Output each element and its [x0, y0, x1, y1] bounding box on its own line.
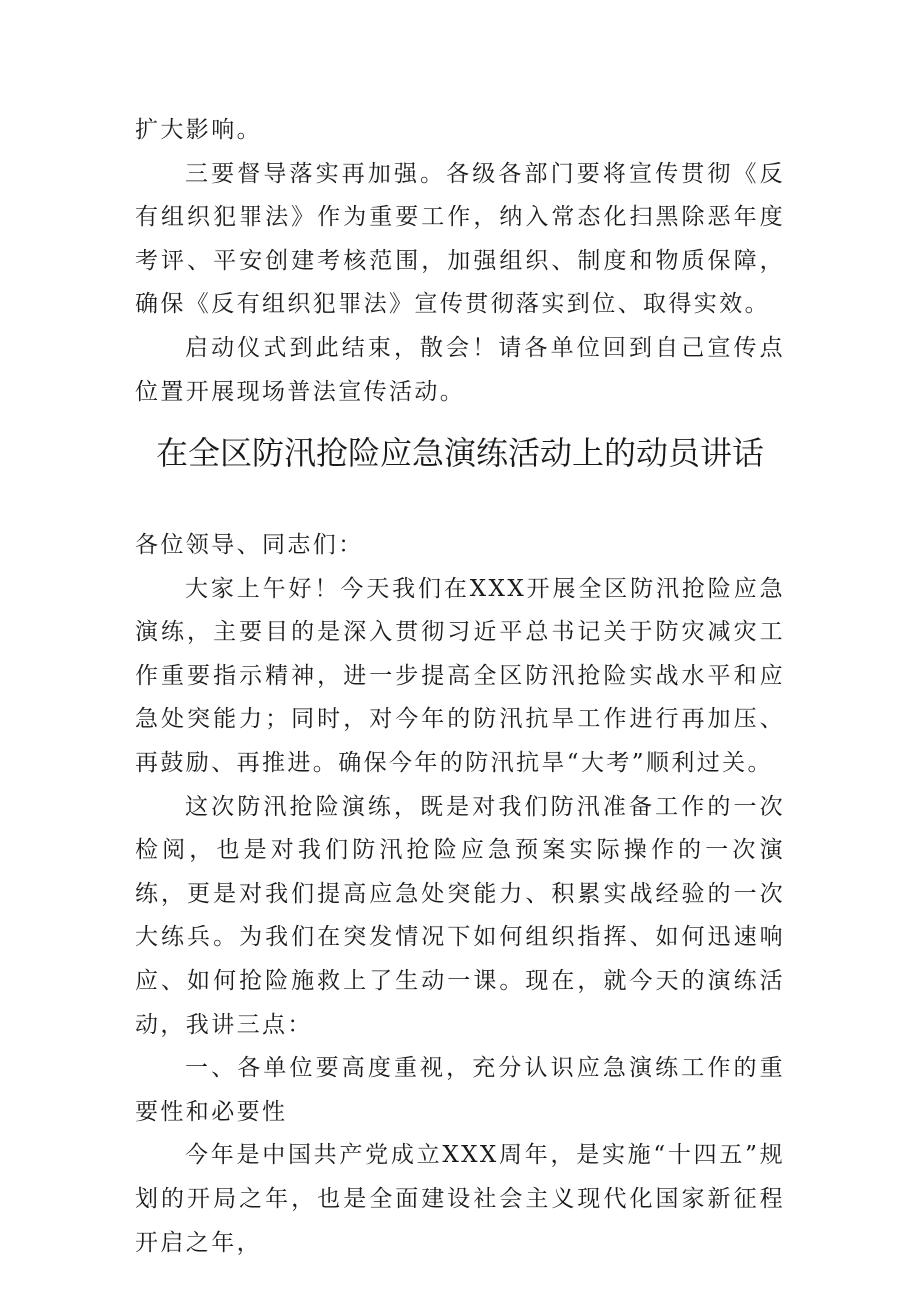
paragraph-greeting: 大家上午好！今天我们在XXX开展全区防汛抢险应急演练，主要目的是深入贯彻习近平总书记关于防灾减灾工作重要指示精神，进一步提高全区防汛抢险实战水平和应急处突能力；同时，对今年的防汛抗旱工作进行再加压、再鼓励、再推进。确保今年的防汛抗旱“大考”顺利过关。 — [135, 575, 785, 776]
salutation: 各位领导、同志们： — [135, 532, 364, 558]
lead-fragment: 扩大影响。 — [135, 117, 262, 143]
paragraph-supervision: 三要督导落实再加强。各级各部门要将宣传贯彻《反有组织犯罪法》作为重要工作，纳入常态化扫黑除恶年度考评、平安创建考核范围，加强组织、制度和物质保障，确保《反有组织犯罪法》宣传贯彻落实到位、取得实效。 — [135, 160, 785, 318]
previous-speech-ending — [135, 109, 785, 414]
paragraph-drill: 这次防汛抢险演练，既是对我们防汛准备工作的一次检阅，也是对我们防汛抢险应急预案实际操作的一次演练，更是对我们提高应急处突能力、积累实战经验的一次大练兵。为我们在突发情况下如何组织指挥、如何迅速响应、如何抢险施救上了生动一课。现在，就今天的演练活动，我讲三点： — [135, 793, 785, 1038]
section-heading-one: 一、各单位要高度重视，充分认识应急演练工作的重要性和必要性 — [135, 1055, 785, 1125]
speech-title: 在全区防汛抢险应急演练活动上的动员讲话 — [155, 434, 764, 472]
paragraph-closing: 启动仪式到此结束，散会！请各单位回到自己宣传点位置开展现场普法宣传活动。 — [135, 334, 785, 405]
paragraph-year: 今年是中国共产党成立XXX周年，是实施“十四五”规划的开局之年，也是全面建设社会主义现代化国家新征程开启之年， — [135, 1142, 785, 1256]
speech-body — [135, 524, 785, 1265]
